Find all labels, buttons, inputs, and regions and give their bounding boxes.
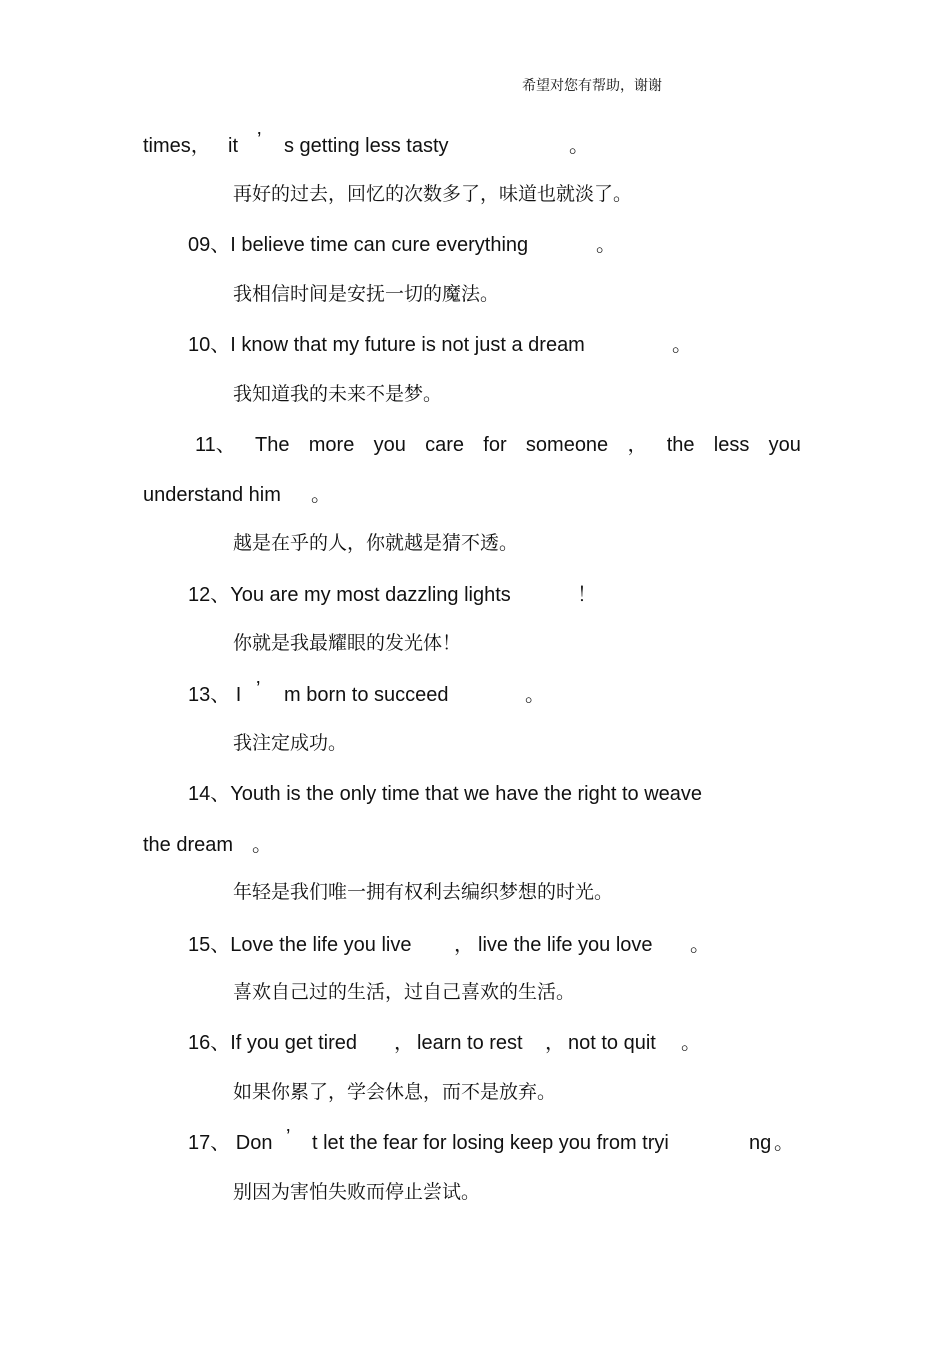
- entry-17-en-c: ng: [749, 1132, 772, 1154]
- entry-16-comma-1: ，: [394, 1032, 414, 1054]
- entry-12-en: 12、You are my most dazzling lights: [188, 584, 511, 606]
- entry-13-zh: 我注定成功。: [233, 732, 348, 754]
- entry-11-en-line: [195, 433, 801, 457]
- entry-11-en-tail: understand him: [143, 484, 281, 506]
- entry-12-zh: 你就是我最耀眼的发光体！: [233, 632, 462, 654]
- entry-11-word: you: [373, 434, 406, 456]
- entry-14-en-tail: the dream: [143, 834, 234, 856]
- entry-14-zh: 年轻是我们唯一拥有权利去编织梦想的时光。: [233, 881, 614, 903]
- entry-14-en: 14、Youth is the only time that we have the right to weave: [188, 783, 703, 805]
- entry-16-comma-2: ，: [545, 1032, 565, 1054]
- entry-13-end: 。: [525, 684, 545, 706]
- entry-11-word: the: [666, 434, 695, 456]
- entry-15-zh: 喜欢自己过的生活，过自己喜欢的生活。: [233, 981, 576, 1003]
- entry-11-word: for: [483, 434, 507, 456]
- entry-17-apostrophe: ’: [286, 1126, 291, 1148]
- entry-09-en: 09、I believe time can cure everything: [188, 234, 529, 256]
- entry-11-word: someone: [525, 434, 609, 456]
- entry-17-zh: 别因为害怕失败而停止尝试。: [233, 1181, 481, 1203]
- entry-11-word: less: [713, 434, 750, 456]
- entry-09-end: 。: [596, 234, 616, 256]
- entry-10-en: 10、I know that my future is not just a dream: [188, 334, 585, 356]
- entry-11-word: 11、: [195, 434, 236, 456]
- entry-08-en-2: it: [228, 135, 238, 157]
- entry-08-en-3: s getting less tasty: [284, 135, 449, 157]
- entry-08-zh: 再好的过去，回忆的次数多了，味道也就淡了。: [233, 183, 633, 205]
- entry-10-end: 。: [672, 334, 692, 356]
- entry-11-zh: 越是在乎的人，你就越是猜不透。: [233, 532, 519, 554]
- entry-11-word: you: [768, 434, 801, 456]
- entry-15-end: 。: [690, 934, 710, 956]
- entry-17-en-a: 17、 Don: [188, 1132, 273, 1154]
- entry-13-en-b: m born to succeed: [284, 684, 449, 706]
- entry-10-zh: 我知道我的未来不是梦。: [233, 383, 443, 405]
- entry-08-end: 。: [569, 135, 589, 157]
- entry-11-word: more: [308, 434, 355, 456]
- entry-13-en-a: 13、 I: [188, 684, 242, 706]
- entry-08-en-1: times，: [143, 135, 211, 157]
- entry-16-en-a: 16、If you get tired: [188, 1032, 357, 1054]
- entry-16-end: 。: [681, 1032, 701, 1054]
- entry-16-zh: 如果你累了，学会休息，而不是放弃。: [233, 1081, 557, 1103]
- entry-13-apostrophe: ’: [256, 678, 261, 700]
- entry-17-en-b: t let the fear for losing keep you from tryi: [312, 1132, 669, 1154]
- entry-11-word: The: [255, 434, 290, 456]
- page-header: 希望对您有帮助，谢谢: [522, 78, 662, 94]
- entry-11-word: care: [425, 434, 465, 456]
- entry-16-en-b: learn to rest: [417, 1032, 523, 1054]
- entry-15-en-a: 15、Love the life you live: [188, 934, 412, 956]
- entry-12-end: ！: [577, 584, 597, 606]
- entry-11-word: ，: [627, 434, 648, 456]
- entry-17-end: 。: [774, 1132, 794, 1154]
- entry-09-zh: 我相信时间是安抚一切的魔法。: [233, 283, 500, 305]
- entry-14-end: 。: [252, 834, 272, 856]
- entry-11-end: 。: [311, 484, 331, 506]
- entry-15-comma: ，: [454, 934, 474, 956]
- entry-08-apostrophe: ’: [257, 129, 262, 151]
- entry-16-en-c: not to quit: [568, 1032, 656, 1054]
- entry-15-en-b: live the life you love: [478, 934, 653, 956]
